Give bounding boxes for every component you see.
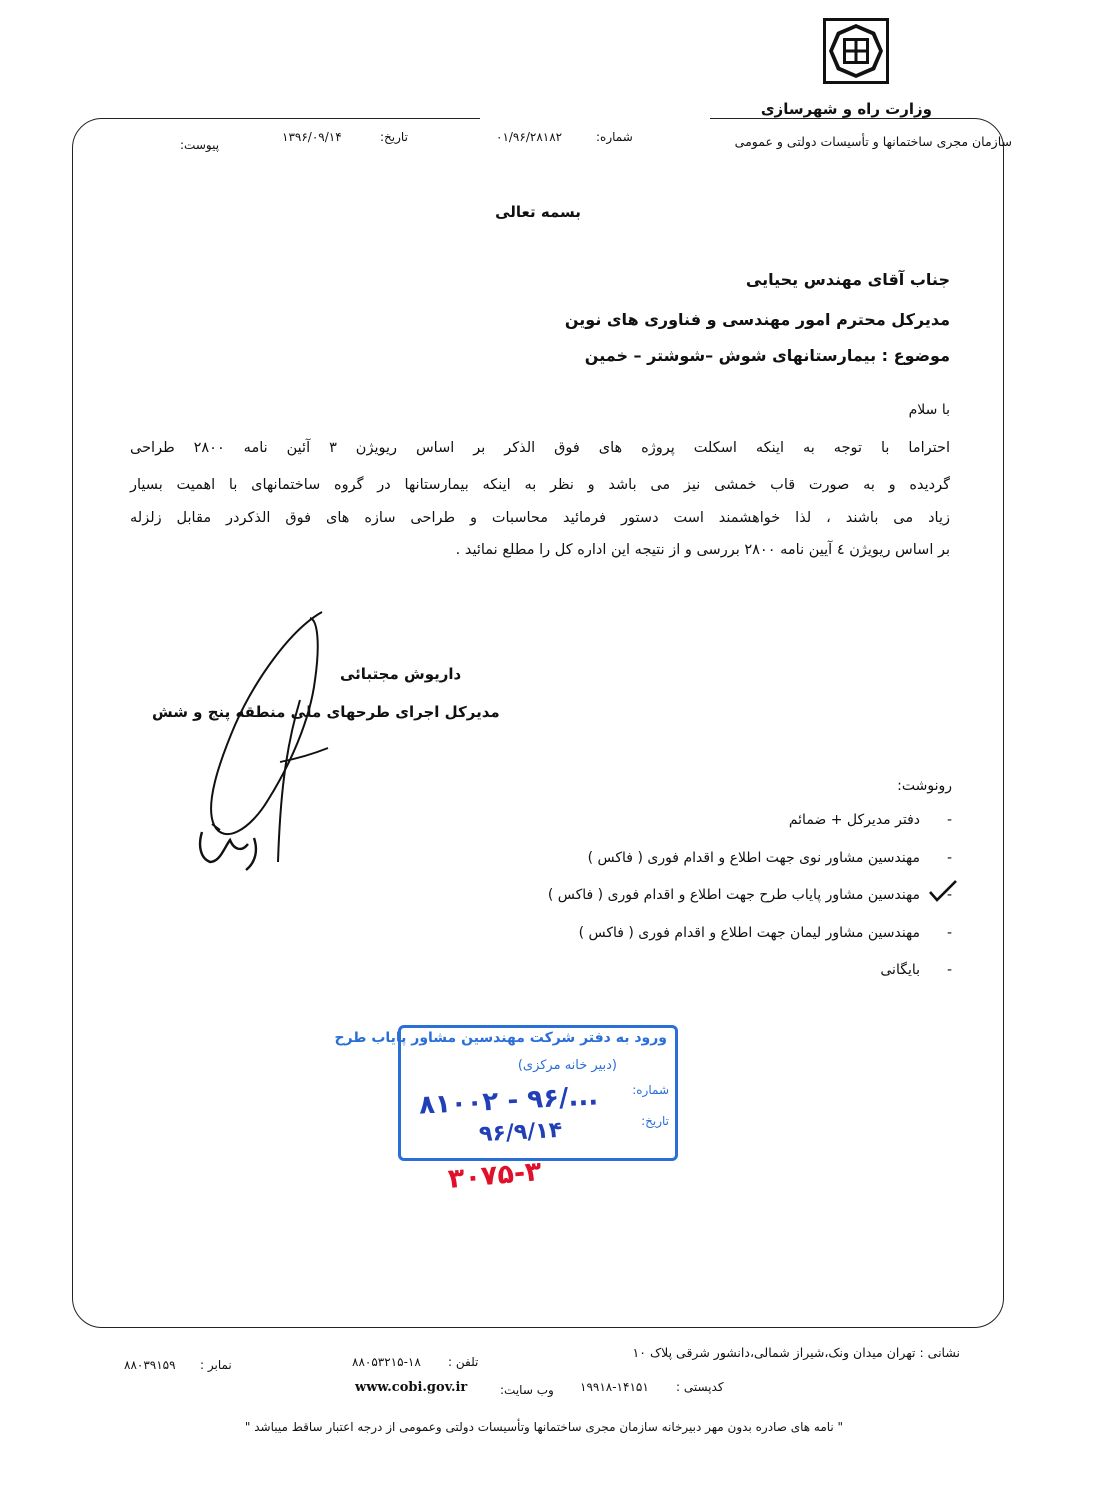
stamp-number-label: شماره: bbox=[632, 1083, 669, 1097]
cc-item-text: مهندسین مشاور پایاب طرح جهت اطلاع و اقدام فوری ( فاکس ) bbox=[547, 887, 920, 903]
footer-postal: ۱۹۹۱۸-۱۴۱۵۱ bbox=[580, 1380, 649, 1394]
handwritten-signature bbox=[150, 600, 390, 880]
number-label: شماره: bbox=[596, 130, 633, 144]
cc-item bbox=[548, 849, 952, 870]
cc-item-text: مهندسین مشاور نوی جهت اطلاع و اقدام فوری ( فاکس ) bbox=[587, 849, 920, 866]
cc-item bbox=[548, 812, 952, 832]
cc-dash: - bbox=[946, 812, 952, 828]
cc-title: رونوشت: bbox=[897, 778, 952, 794]
letter-number: ۰۱/۹۶/۲۸۱۸۲ bbox=[496, 130, 563, 144]
cc-item bbox=[547, 887, 952, 907]
footer-phone: ۸۸۰۵۳۲۱۵-۱۸ bbox=[352, 1355, 421, 1369]
ministry-logo bbox=[823, 18, 889, 84]
cc-item bbox=[548, 924, 952, 945]
greeting: با سلام bbox=[908, 402, 950, 418]
signer-title: مدیرکل اجرای طرحهای ملی منطقه پنج و شش bbox=[152, 703, 500, 721]
cc-dash: - bbox=[946, 962, 952, 978]
stamp-number-value: ۸۱۰۰۲ - ۹۶/... bbox=[418, 1081, 599, 1121]
checkmark-icon bbox=[928, 878, 958, 908]
signer-name: داریوش مجتبائی bbox=[340, 665, 462, 683]
bismillah: بسمه تعالی bbox=[495, 203, 581, 221]
stamp-date-label: تاریخ: bbox=[641, 1114, 669, 1128]
cc-dash: - bbox=[946, 849, 952, 866]
footer-phone-label: تلفن : bbox=[448, 1355, 479, 1369]
body-line: گردیده و به صورت قاب خمشی نیز می باشد و نظر به اینکه بیمارستانها در گروه ساختمانهای با اهمیت بسیار bbox=[130, 477, 950, 493]
recipient-title: مدیرکل محترم امور مهندسی و فناوری های نوین bbox=[564, 310, 950, 329]
date-label: تاریخ: bbox=[380, 130, 408, 144]
footer-web-label: وب سایت: bbox=[500, 1383, 554, 1397]
letter-date: ۱۳۹۶/۰۹/۱۴ bbox=[282, 130, 342, 144]
received-stamp bbox=[334, 1025, 678, 1161]
subject-line: موضوع : بیمارستانهای شوش –شوشتر – خمین bbox=[584, 346, 950, 365]
footer-validity-note: " نامه های صادره بدون مهر دبیرخانه سازمان مجری ساختمانها وتأسیسات دولتی وعمومی از درجه اعتبار ساقط میباشد " bbox=[244, 1420, 844, 1434]
ministry-name: وزارت راه و شهرسازی bbox=[760, 100, 932, 118]
handwritten-red-number: ۳۰۷۵-۳ bbox=[446, 1155, 543, 1196]
footer-website-link[interactable]: www.cobi.gov.ir bbox=[355, 1380, 468, 1395]
recipient-name: جناب آقای مهندس یحیایی bbox=[745, 270, 950, 289]
organization-name: سازمان مجری ساختمانها و تأسیسات دولتی و عمومی bbox=[734, 134, 1012, 149]
stamp-title: ورود به دفتر شرکت مهندسین مشاور پایاب طرح bbox=[334, 1030, 667, 1046]
footer-fax: ۸۸۰۳۹۱۵۹ bbox=[124, 1358, 176, 1372]
cc-item-text: دفتر مدیرکل + ضمائم bbox=[788, 812, 920, 828]
attachment-label: پیوست: bbox=[180, 138, 220, 152]
footer-postal-label: کدپستی : bbox=[676, 1380, 724, 1394]
cc-item-text: بایگانی bbox=[880, 962, 920, 978]
cc-item bbox=[548, 962, 952, 982]
body-line: احتراما با توجه به اینکه اسکلت پروژه های فوق الذکر بر اساس ریویژن ۳ آئین نامه ۲۸۰۰ طراحی bbox=[130, 440, 950, 456]
body-line: بر اساس ریویژن ٤ آیین نامه ۲۸۰۰ بررسی و از نتیجه این اداره کل را مطلع نمائید . bbox=[455, 542, 950, 558]
cc-dash: - bbox=[946, 887, 952, 903]
stamp-subtitle: (دبیر خانه مرکزی) bbox=[517, 1058, 617, 1073]
cc-item-text: مهندسین مشاور لیمان جهت اطلاع و اقدام فوری ( فاکس ) bbox=[578, 924, 920, 941]
cc-list bbox=[547, 812, 952, 1000]
body-line: زیاد می باشند ، لذا خواهشمند است دستور فرمائید محاسبات و طراحی سازه های فوق الذکردر مقابل زلزله bbox=[130, 510, 950, 526]
cc-dash: - bbox=[946, 924, 952, 941]
footer-fax-label: نمابر : bbox=[200, 1358, 232, 1372]
stamp-date-value: ۹۶/۹/۱۴ bbox=[478, 1117, 563, 1148]
footer-address: نشانی : تهران میدان ونک،شیراز شمالی،دانشور شرقی پلاک ۱۰ bbox=[632, 1345, 960, 1360]
